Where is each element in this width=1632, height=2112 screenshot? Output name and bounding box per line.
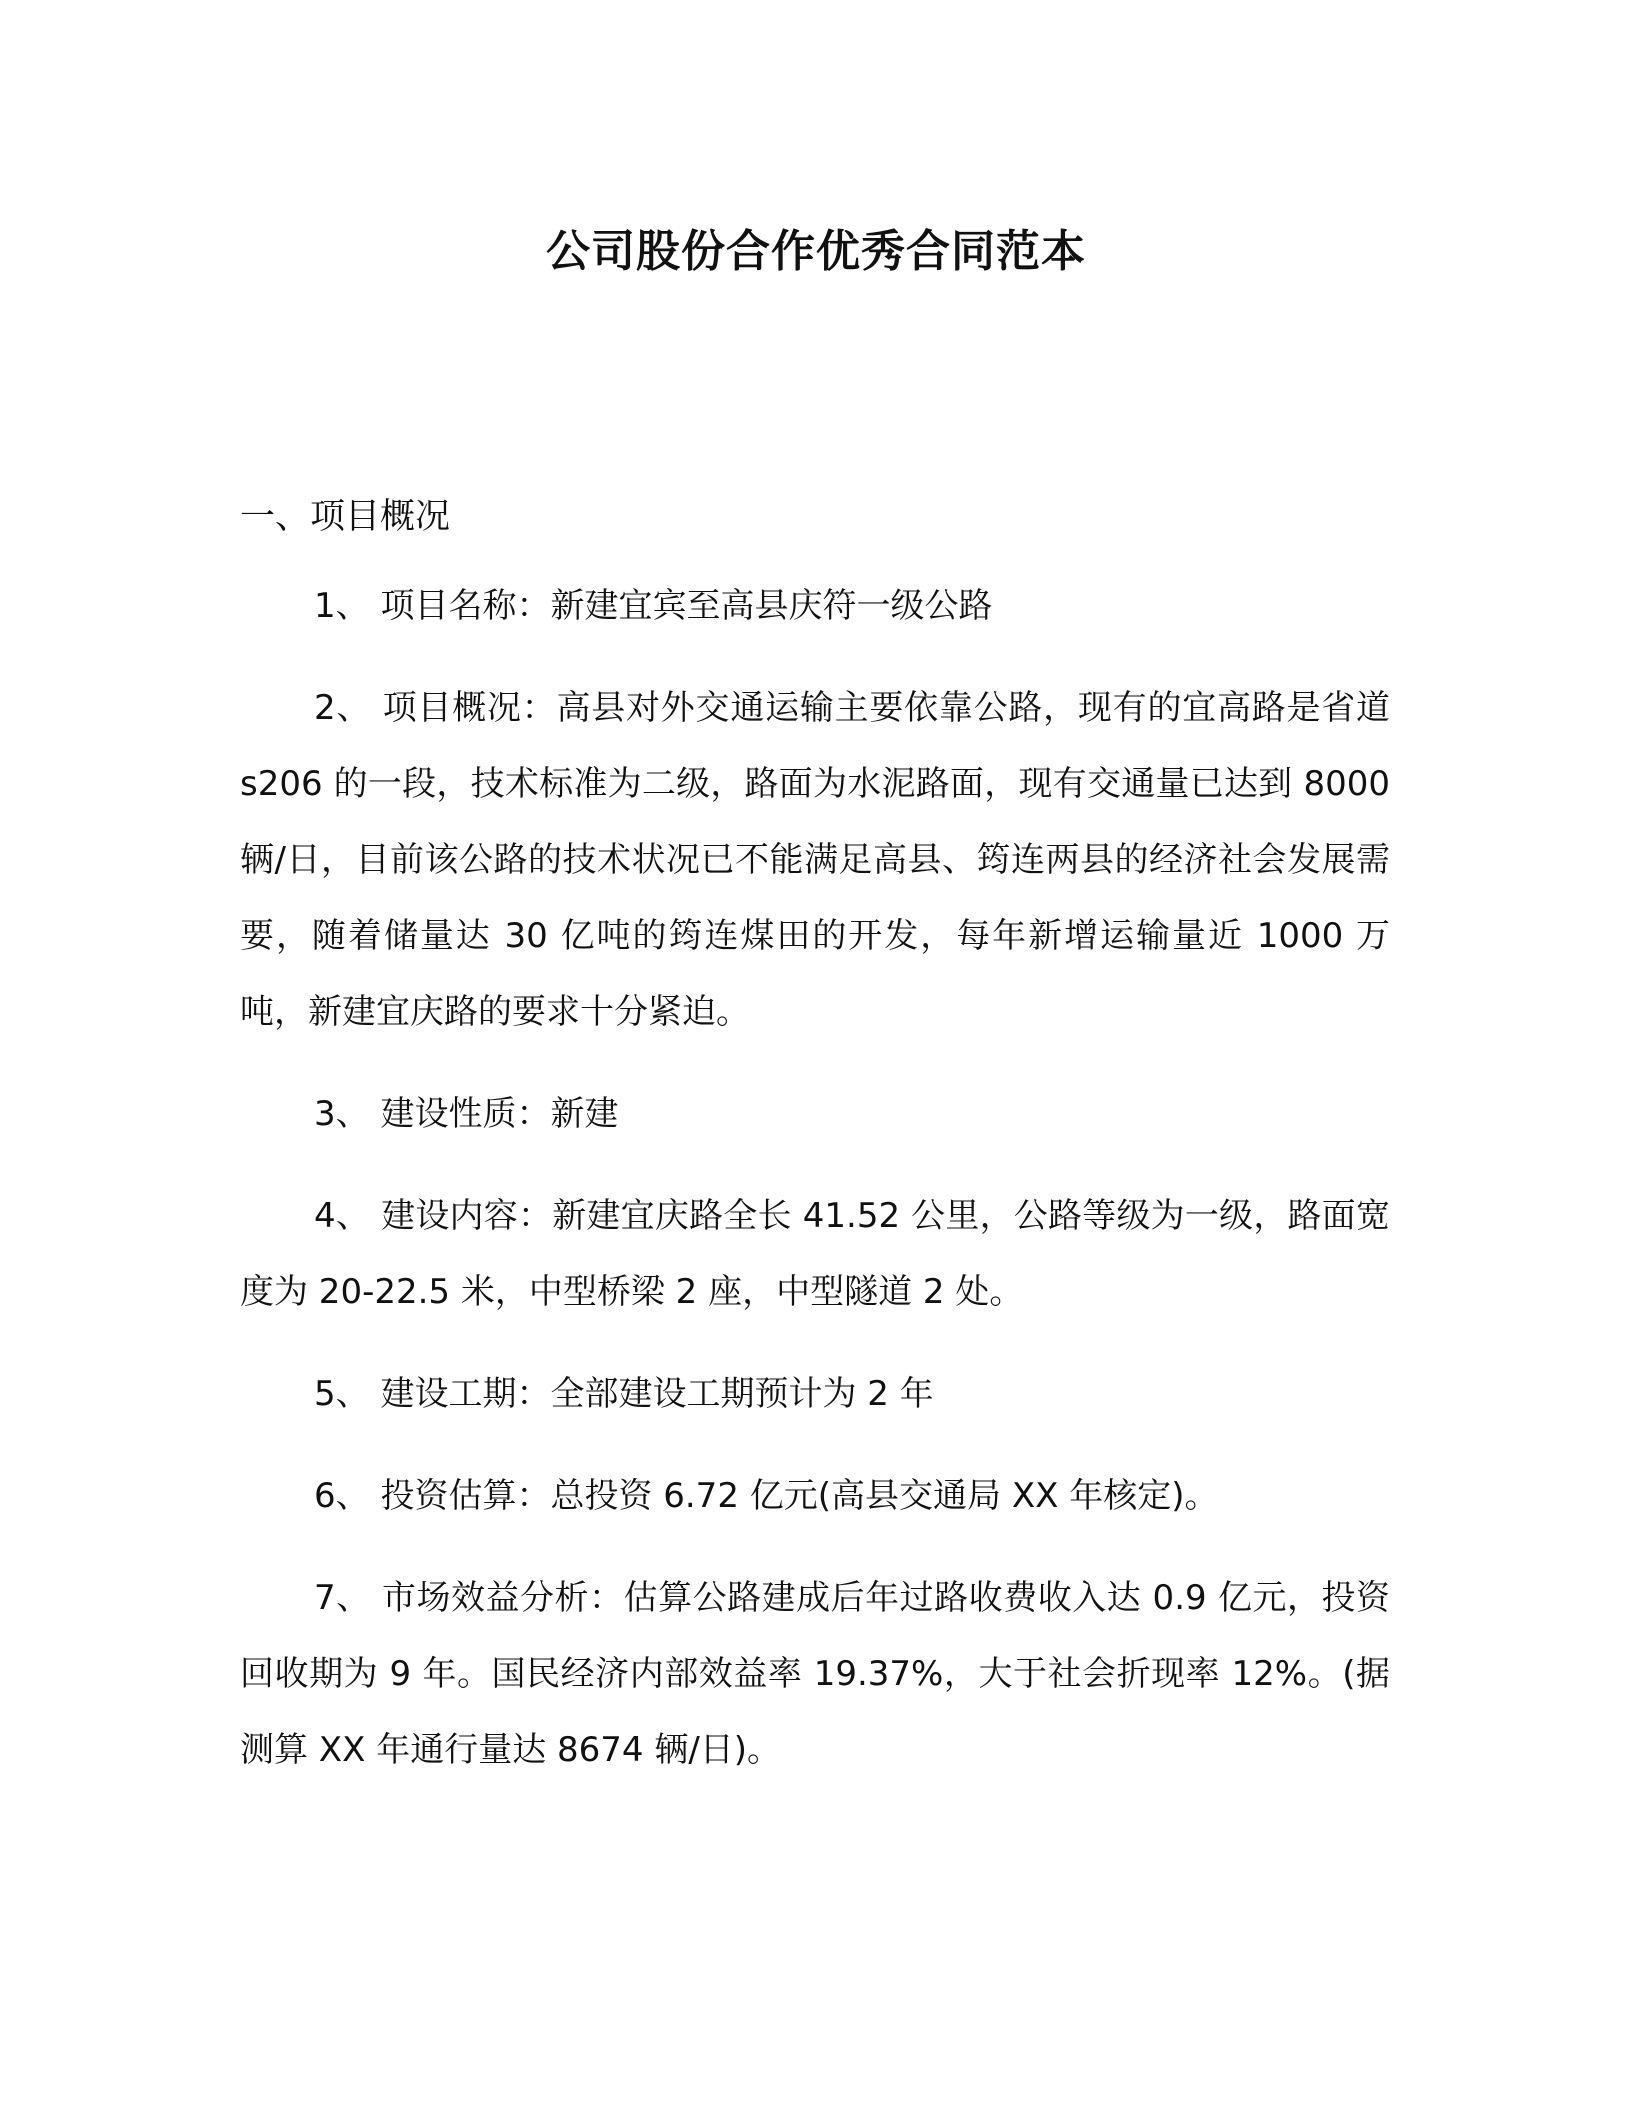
project-item-6: 6、 投资估算：总投资 6.72 亿元(高县交通局 XX 年核定)。 [314,1476,1219,1516]
document-title: 公司股份合作优秀合同范本 [546,226,1086,277]
project-item-2: 2、 项目概况：高县对外交通运输主要依靠公路，现有的宜高路是省道 s206 的一段，技术标准为二级，路面为水泥路面，现有交通量已达到 8000 辆/日，目前该公路的技术状况已不能满足高县、筠连两县的经济社会发展需要，随着储量达 30 亿吨的筠连煤田的开发，每年新增运输量近 1000 万吨，新建宜庆路的要求十分紧迫。 [240,688,1390,1032]
project-item-3: 3、 建设性质：新建 [314,1094,619,1134]
section-heading: 一、项目概况 [240,497,451,537]
project-item-1: 1、 项目名称：新建宜宾至高县庆符一级公路 [314,586,993,626]
document-body [240,492,1390,1814]
project-item-7: 7、 市场效益分析：估算公路建成后年过路收费收入达 0.9 亿元，投资回收期为 9 年。国民经济内部效益率 19.37%，大于社会折现率 12%。(据测算 XX 年通行量达 8674 辆/日)。 [240,1578,1390,1770]
project-item-4: 4、 建设内容：新建宜庆路全长 41.52 公里，公路等级为一级，路面宽度为 20-22.5 米，中型桥梁 2 座，中型隧道 2 处。 [240,1196,1390,1312]
project-item-5: 5、 建设工期：全部建设工期预计为 2 年 [314,1374,934,1414]
